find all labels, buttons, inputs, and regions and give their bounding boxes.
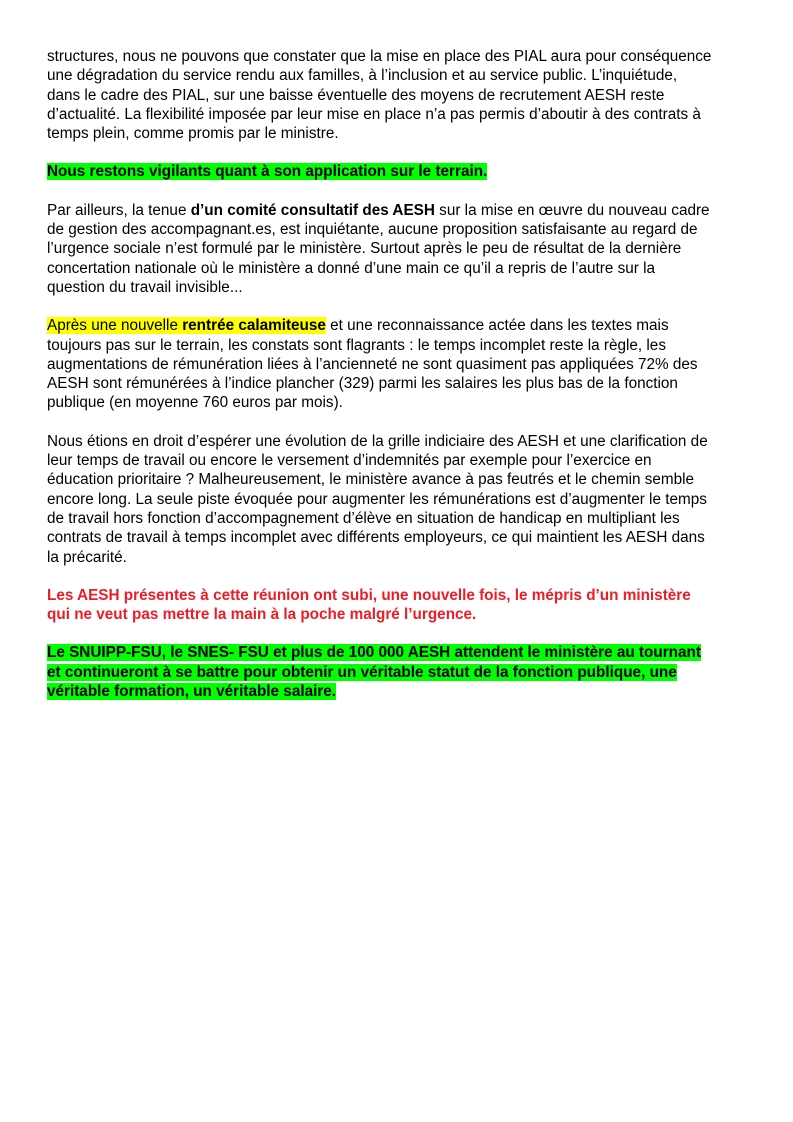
text-segment: Après une nouvelle xyxy=(47,317,183,335)
text-line: d’actualité. La flexibilité imposée par leur mise en place n’a pas permis d’aboutir à des contrats à xyxy=(47,105,701,123)
paragraph-vigilance xyxy=(47,162,747,181)
paragraph-pial xyxy=(47,47,747,143)
paragraph-mepris xyxy=(47,586,747,625)
document-body xyxy=(47,47,747,720)
text-line: de gestion des accompagnant.es, est inquiétante, aucune proposition satisfaisante au regard de xyxy=(47,221,698,239)
red-text-line: qui ne veut pas mettre la main à la poche malgré l’urgence. xyxy=(47,606,477,624)
text-line: toujours pas sur le terrain, les constats sont flagrants : le temps incomplet reste la règle, les xyxy=(47,336,666,354)
text-segment: et une reconnaissance actée dans les textes mais xyxy=(325,317,669,335)
highlighted-statement: Nous restons vigilants quant à son application sur le terrain. xyxy=(47,163,488,181)
text-line: AESH sont rémunérées à l’indice plancher (329) parmi les salaires les plus bas de la fonction xyxy=(47,375,678,393)
text-line xyxy=(47,316,747,335)
red-text-line: Les AESH présentes à cette réunion ont subi, une nouvelle fois, le mépris d’un ministère xyxy=(47,586,691,604)
text-segment: Par ailleurs, la tenue xyxy=(47,201,191,219)
yellow-highlight-segment xyxy=(47,317,326,334)
text-line: question du travail invisible... xyxy=(47,278,243,296)
paragraph-comite xyxy=(47,201,747,297)
highlighted-line: Le SNUIPP-FSU, le SNES- FSU et plus de 100 000 AESH attendent le ministère au tournant xyxy=(47,644,701,662)
paragraph-grille xyxy=(47,432,747,567)
text-line: de travail hors fonction d’accompagnement d’élève en situation de handicap en multipliant les xyxy=(47,509,680,527)
text-line: dans le cadre des PIAL, sur une baisse éventuelle des moyens de recrutement AESH reste xyxy=(47,86,665,104)
paragraph-conclusion xyxy=(47,643,747,701)
text-line: augmentations de rémunération liées à l’ancienneté ne sont quasiment pas appliquées 72% des xyxy=(47,355,698,373)
text-line: encore long. La seule piste évoquée pour augmenter les rémunérations est d’augmenter le temps xyxy=(47,490,707,508)
text-line: contrats de travail à temps incomplet avec différents employeurs, ce qui maintient les AESH dans xyxy=(47,529,705,547)
text-line xyxy=(47,201,747,220)
text-line: la précarité. xyxy=(47,548,127,566)
text-line: structures, nous ne pouvons que constater que la mise en place des PIAL aura pour conséquence xyxy=(47,48,712,65)
paragraph-rentree xyxy=(47,316,747,412)
highlighted-line: et continueront à se battre pour obtenir un véritable statut de la fonction publique, une xyxy=(47,663,677,681)
bold-segment: rentrée calamiteuse xyxy=(182,317,326,335)
text-line: concertation nationale où le ministère a donné d’une main ce qu’il a repris de l’autre sur la xyxy=(47,259,655,277)
text-line: leur temps de travail ou encore le versement d’indemnités par exemple pour l’exercice en xyxy=(47,452,652,470)
text-line: temps plein, comme promis par le ministre. xyxy=(47,125,339,143)
highlighted-line: véritable formation, un véritable salaire. xyxy=(47,683,337,701)
text-line: l’urgence sociale n’est formulé par le ministère. Surtout après le peu de résultat de la dernière xyxy=(47,240,682,258)
text-line: une dégradation du service rendu aux familles, à l’inclusion et au service public. L’inquiétude, xyxy=(47,67,678,85)
text-line: Nous étions en droit d’espérer une évolution de la grille indiciaire des AESH et une clarification de xyxy=(47,432,708,450)
text-line: éducation prioritaire ? Malheureusement, le ministère avance à pas feutrés et le chemin semble xyxy=(47,471,695,489)
text-segment: sur la mise en œuvre du nouveau cadre xyxy=(434,201,710,219)
bold-segment: d’un comité consultatif des AESH xyxy=(190,201,435,219)
text-line: publique (en moyenne 760 euros par mois). xyxy=(47,394,343,412)
